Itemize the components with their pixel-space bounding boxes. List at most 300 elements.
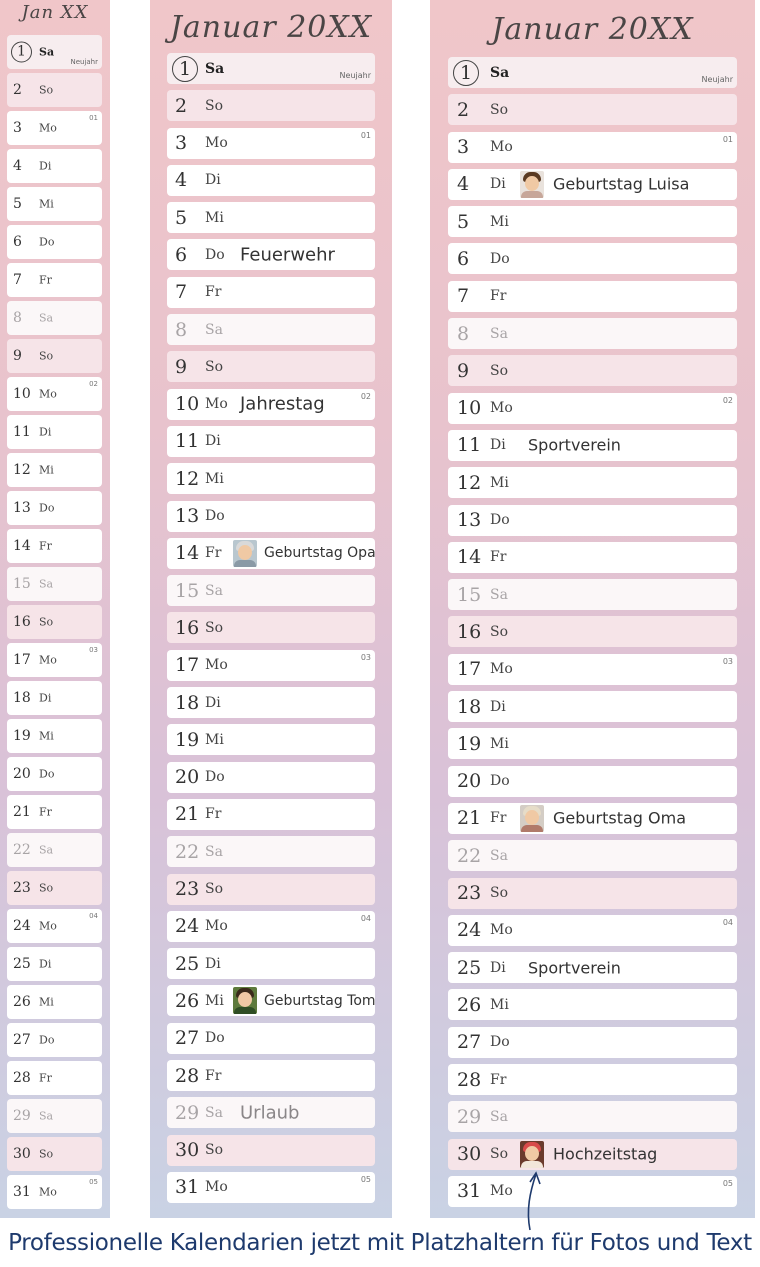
day-row[interactable] [167,650,375,681]
day-row[interactable] [7,111,102,145]
day-number: 25 [13,956,31,972]
day-row[interactable] [7,377,102,411]
weekday-label: Di [39,159,52,173]
day-row[interactable] [7,491,102,525]
day-row[interactable] [7,453,102,487]
day-row[interactable] [7,339,102,373]
day-number: 3 [457,136,470,159]
day-row[interactable] [7,149,102,183]
day-number: 12 [457,471,482,494]
week-number: 05 [360,1174,371,1184]
weekday-label: Fr [205,1067,222,1084]
day-row[interactable] [7,415,102,449]
day-number: 15 [457,583,482,606]
weekday-label: Di [205,433,221,450]
photo-face [238,992,252,1007]
day-row[interactable] [7,985,102,1019]
weekday-label: Mo [205,657,228,674]
day-number: 31 [457,1180,482,1203]
day-number: 16 [457,620,482,643]
day-row[interactable] [167,612,375,643]
day-number: 2 [175,94,188,117]
day-number: 27 [13,1032,31,1048]
week-number: 02 [360,391,371,401]
day-row[interactable] [7,719,102,753]
day-number: 13 [13,500,31,516]
day-number: 12 [13,462,31,478]
weekday-label: Mo [490,400,513,417]
day-number: 29 [457,1105,482,1128]
event-text[interactable]: Jahrestag [240,393,325,415]
photo-face [525,1146,539,1161]
calendar-title: Januar 20XX [169,10,373,45]
event-text[interactable]: Hochzeitstag [553,1144,658,1164]
weekday-label: Fr [39,539,52,553]
weekday-label: So [205,358,224,375]
day-number: 18 [175,691,200,714]
day-number: 25 [175,952,200,975]
weekday-label: Di [490,437,506,454]
day-row[interactable] [448,243,737,274]
day-number: 13 [457,509,482,532]
day-number: 5 [175,206,188,229]
day-row[interactable] [167,463,375,494]
day-number: 24 [13,918,31,934]
weekday-label: Di [490,698,506,715]
week-number: 03 [89,646,98,654]
day-row[interactable] [7,1061,102,1095]
weekday-label: Do [39,1033,55,1047]
day-number: 18 [457,695,482,718]
day-row[interactable] [448,691,737,722]
grandmother-photo [520,805,544,832]
weekday-label: Sa [205,321,223,338]
weekday-label: Sa [490,847,508,864]
weekday-label: So [205,619,224,636]
holiday-label: Neujahr [70,58,98,66]
day-row[interactable] [448,542,737,573]
day-row[interactable] [167,53,375,84]
photo-shirt [234,560,256,567]
weekday-label: Fr [490,1071,507,1088]
day-number: 21 [175,803,200,826]
day-row[interactable] [167,128,375,159]
day-row[interactable] [167,874,375,905]
weekday-label: Di [39,425,52,439]
weekday-label: Sa [39,45,55,59]
day-row[interactable] [448,1176,737,1207]
weekday-label: Do [39,235,55,249]
day-row[interactable] [7,187,102,221]
day-number: 15 [13,576,31,592]
day-number: 14 [175,542,200,565]
weekday-label: Do [490,512,510,529]
day-number: 11 [457,434,482,457]
day-row[interactable] [167,724,375,755]
day-row[interactable] [7,1137,102,1171]
weekday-label: Sa [205,1104,223,1121]
weekday-label: Fr [205,545,222,562]
day-number: 22 [13,842,31,858]
event-text[interactable]: Geburtstag Luisa [553,174,690,194]
photo-shirt [521,825,543,832]
day-row[interactable] [7,795,102,829]
day-row[interactable] [448,505,737,536]
day-number: 17 [175,654,200,677]
week-number: 02 [722,395,733,405]
day-number: 15 [175,579,200,602]
day-row[interactable] [7,757,102,791]
day-row[interactable] [7,35,102,69]
day-row[interactable] [7,909,102,943]
day-row[interactable] [448,132,737,163]
weekday-label: Di [39,957,52,971]
day-row[interactable] [7,1099,102,1133]
weekday-label: Sa [39,1109,54,1123]
day-number: 5 [457,210,470,233]
day-row[interactable] [7,681,102,715]
day-number: 26 [13,994,31,1010]
day-row[interactable] [7,529,102,563]
day-number: 4 [457,173,470,196]
day-row[interactable] [448,355,737,386]
day-number: 26 [175,989,200,1012]
day-row[interactable] [7,605,102,639]
day-row[interactable] [448,952,737,983]
weekday-label: Di [205,694,221,711]
weekday-label: So [39,349,54,363]
day-row[interactable] [7,263,102,297]
day-number: 24 [457,919,482,942]
weekday-label: Mi [39,729,54,743]
day-number: 27 [457,1031,482,1054]
day-number: 11 [175,430,200,453]
day-number: 4 [175,169,188,192]
day-number: 21 [13,804,31,820]
day-row[interactable] [448,989,737,1020]
week-number: 01 [89,114,98,122]
day-row[interactable] [7,947,102,981]
day-number: 30 [175,1139,200,1162]
weekday-label: Mo [490,922,513,939]
day-row[interactable] [167,575,375,606]
day-number: 14 [13,538,31,554]
day-row[interactable] [7,871,102,905]
day-number: 8 [13,310,22,326]
weekday-label: So [39,615,54,629]
photo-face [525,176,539,191]
day-row[interactable] [167,1023,375,1054]
day-number: 6 [13,234,22,250]
day-number: 7 [457,285,470,308]
day-row[interactable] [167,836,375,867]
weekday-label: Di [39,691,52,705]
weekday-label: Mi [39,197,54,211]
day-row[interactable] [448,728,737,759]
weekday-label: Sa [39,577,54,591]
week-number: 04 [360,913,371,923]
weekday-label: Mo [490,661,513,678]
day-row[interactable] [167,1172,375,1203]
weekday-label: So [39,881,54,895]
day-row[interactable] [448,318,737,349]
day-row[interactable] [167,501,375,532]
day-number: 21 [457,807,482,830]
wedding-bouquet-photo [520,1141,544,1168]
day-row[interactable] [167,799,375,830]
day-row[interactable] [448,1064,737,1095]
day-row[interactable] [167,911,375,942]
day-row[interactable] [167,389,375,420]
event-text[interactable]: Feuerwehr [240,244,335,266]
day-row[interactable] [167,985,375,1016]
day-number: 7 [13,272,22,288]
day-list [7,35,102,1213]
day-row[interactable] [167,90,375,121]
day-number: 23 [457,882,482,905]
day-number: 17 [457,658,482,681]
weekday-label: Do [205,1030,225,1047]
week-number: 04 [722,917,733,927]
day-row[interactable] [448,803,737,834]
child-photo [520,171,544,198]
weekday-label: Sa [39,311,54,325]
day-list [448,57,737,1213]
day-row[interactable] [448,393,737,424]
weekday-label: Mo [490,139,513,156]
day-number: 22 [457,844,482,867]
day-number: 8 [457,322,470,345]
day-number: 28 [457,1068,482,1091]
promo-caption: Professionelle Kalendarien jetzt mit Platzhaltern für Fotos und Text [8,1230,752,1256]
day-row[interactable] [448,915,737,946]
week-number: 03 [360,652,371,662]
weekday-label: Mi [490,474,509,491]
day-row[interactable] [167,1135,375,1166]
weekday-label: Do [205,508,225,525]
day-number: 28 [13,1070,31,1086]
day-number: 13 [175,505,200,528]
day-row[interactable] [167,351,375,382]
day-row[interactable] [167,426,375,457]
day-number: 22 [175,840,200,863]
day-row[interactable] [167,277,375,308]
event-text[interactable]: Urlaub [240,1102,300,1124]
day-row[interactable] [448,1139,737,1170]
event-text[interactable]: Sportverein [528,958,621,978]
weekday-label: Fr [39,1071,52,1085]
day-row[interactable] [448,169,737,200]
day-number: 5 [13,196,22,212]
day-row[interactable] [7,225,102,259]
weekday-label: So [205,97,224,114]
grandfather-photo [233,540,257,567]
day-number: 9 [13,348,22,364]
calendar-strip-small [0,0,110,1218]
weekday-label: Mo [205,396,228,413]
weekday-label: Mi [490,996,509,1013]
day-row[interactable] [448,878,737,909]
day-number: 6 [175,243,188,266]
week-number: 04 [89,912,98,920]
weekday-label: Mi [205,209,224,226]
day-row[interactable] [7,567,102,601]
weekday-label: Di [205,955,221,972]
pointer-arrow-icon [520,1170,550,1232]
day-row[interactable] [167,762,375,793]
event-text[interactable]: Geburtstag Tom [264,992,376,1009]
day-number: 1 [11,42,32,63]
day-number: 3 [175,132,188,155]
weekday-label: Sa [205,582,223,599]
day-number: 23 [175,878,200,901]
weekday-label: Sa [490,325,508,342]
weekday-label: Fr [490,810,507,827]
weekday-label: Di [205,172,221,189]
day-number: 19 [175,728,200,751]
calendar-strip-medium [150,0,392,1218]
day-row[interactable] [7,833,102,867]
weekday-label: Sa [205,60,225,77]
weekday-label: Fr [39,805,52,819]
day-row[interactable] [7,643,102,677]
day-number: 6 [457,247,470,270]
weekday-label: Mi [205,470,224,487]
day-row[interactable] [448,654,737,685]
day-number: 8 [175,318,188,341]
day-row[interactable] [7,1023,102,1057]
event-text[interactable]: Geburtstag Opa [264,545,376,562]
day-row[interactable] [7,301,102,335]
weekday-label: Mo [39,919,57,933]
day-row[interactable] [7,73,102,107]
week-number: 05 [722,1178,733,1188]
day-number: 16 [13,614,31,630]
day-row[interactable] [167,202,375,233]
day-number: 1 [172,56,198,82]
weekday-label: Fr [205,806,222,823]
day-number: 2 [13,82,22,98]
day-number: 3 [13,120,22,136]
day-row[interactable] [167,165,375,196]
event-text[interactable]: Geburtstag Oma [553,808,687,828]
weekday-label: So [490,1146,509,1163]
day-row[interactable] [7,1175,102,1209]
day-row[interactable] [448,766,737,797]
calendar-title: Januar 20XX [491,12,694,47]
day-number: 19 [13,728,31,744]
day-row[interactable] [448,57,737,88]
weekday-label: So [205,881,224,898]
day-row[interactable] [448,579,737,610]
day-number: 20 [175,766,200,789]
weekday-label: Mi [39,463,54,477]
day-number: 29 [13,1108,31,1124]
weekday-label: Fr [490,549,507,566]
holiday-label: Neujahr [701,75,733,84]
weekday-label: So [39,1147,54,1161]
day-number: 24 [175,915,200,938]
day-number: 20 [13,766,31,782]
day-row[interactable] [167,687,375,718]
weekday-label: Di [490,959,506,976]
week-number: 01 [360,130,371,140]
day-number: 30 [457,1143,482,1166]
weekday-label: Mi [205,992,224,1009]
weekday-label: Fr [490,288,507,305]
weekday-label: Mi [490,213,509,230]
photo-face [525,810,539,825]
day-number: 14 [457,546,482,569]
week-number: 05 [89,1178,98,1186]
day-number: 2 [457,98,470,121]
day-row[interactable] [448,1101,737,1132]
weekday-label: Mi [490,735,509,752]
weekday-label: Mo [490,1183,513,1200]
day-row[interactable] [167,538,375,569]
day-number: 19 [457,732,482,755]
weekday-label: So [39,83,54,97]
weekday-label: Do [490,1034,510,1051]
day-number: 30 [13,1146,31,1162]
weekday-label: Sa [490,64,510,81]
weekday-label: So [490,101,509,118]
day-row[interactable] [448,206,737,237]
weekday-label: So [490,623,509,640]
weekday-label: Mo [39,653,57,667]
day-row[interactable] [167,1060,375,1091]
day-number: 26 [457,993,482,1016]
day-row[interactable] [448,281,737,312]
day-row[interactable] [167,314,375,345]
day-row[interactable] [448,94,737,125]
day-row[interactable] [448,430,737,461]
day-number: 10 [175,393,200,416]
week-number: 03 [722,656,733,666]
day-number: 23 [13,880,31,896]
weekday-label: Do [205,246,225,263]
day-row[interactable] [167,239,375,270]
weekday-label: So [490,362,509,379]
event-text[interactable]: Sportverein [528,435,621,455]
weekday-label: Di [490,176,506,193]
day-row[interactable] [448,616,737,647]
photo-shirt [521,191,543,198]
weekday-label: Mo [205,135,228,152]
day-number: 12 [175,467,200,490]
day-number: 27 [175,1027,200,1050]
day-number: 9 [457,359,470,382]
day-number: 28 [175,1064,200,1087]
day-number: 16 [175,616,200,639]
day-row[interactable] [167,948,375,979]
day-row[interactable] [448,840,737,871]
day-row[interactable] [448,467,737,498]
weekday-label: Mo [39,1185,57,1199]
weekday-label: Sa [205,843,223,860]
weekday-label: Do [205,769,225,786]
day-list [167,53,375,1209]
weekday-label: Fr [205,284,222,301]
weekday-label: Sa [490,586,508,603]
day-row[interactable] [167,1097,375,1128]
week-number: 02 [89,380,98,388]
day-row[interactable] [448,1027,737,1058]
day-number: 7 [175,281,188,304]
weekday-label: Mi [205,731,224,748]
day-number: 17 [13,652,31,668]
holiday-label: Neujahr [339,71,371,80]
